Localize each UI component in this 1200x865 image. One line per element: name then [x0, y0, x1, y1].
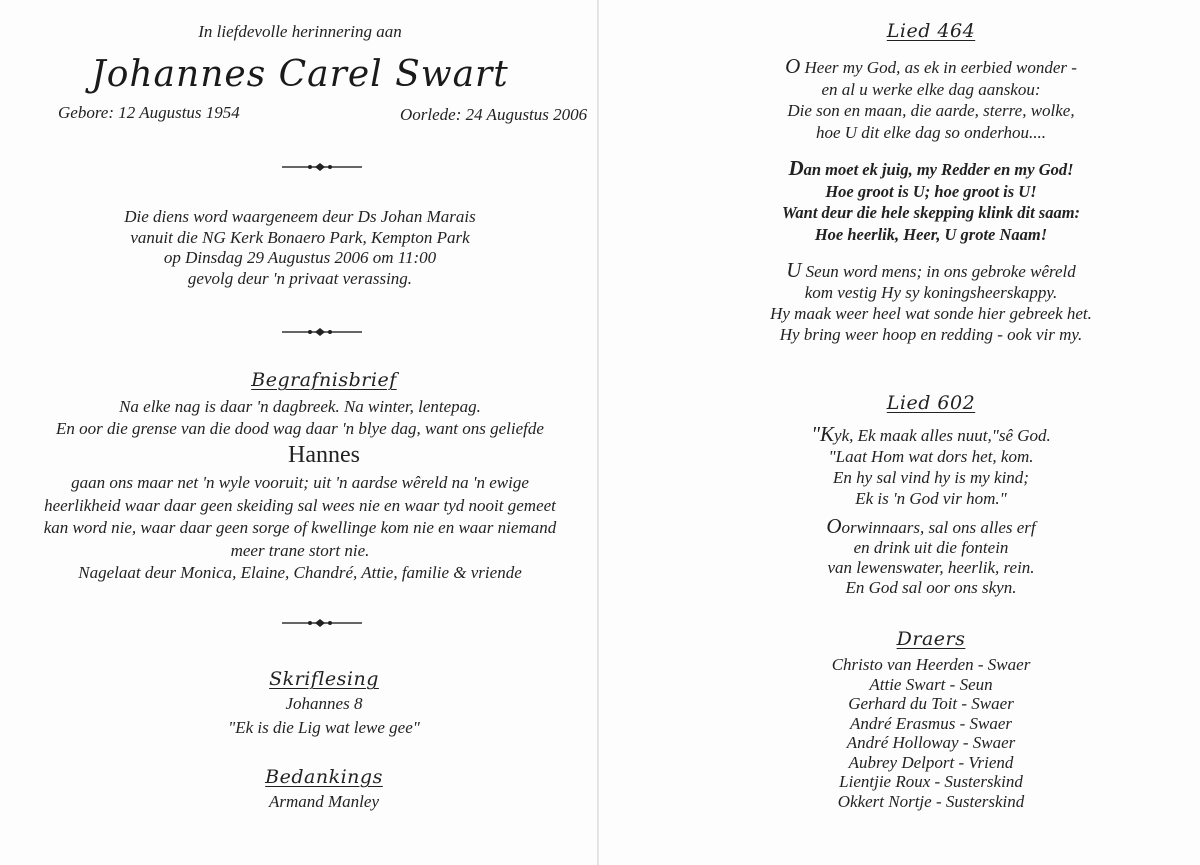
verse-line: "Kyk, Ek maak alles nuut,"sê God.: [811, 422, 1051, 446]
list-item: Okkert Nortje - Susterskind: [837, 791, 1025, 811]
verse-line: Die son en maan, die aarde, sterre, wolke,: [787, 101, 1075, 120]
death-date: Oorlede: 24 Augustus 2006: [400, 105, 588, 124]
hymn-1-verse-1: [600, 56, 1200, 143]
list-item: Gerhard du Toit - Swaer: [848, 694, 1014, 713]
hymn-2-verse-2: [600, 516, 1200, 598]
verse-line: Ek is 'n God vir hom.": [855, 489, 1007, 508]
letter-line: gaan ons maar net 'n wyle vooruit; uit 'n aardse wêreld na 'n ewige: [71, 473, 529, 492]
list-item: Lientjie Roux - Susterskind: [839, 772, 1023, 791]
letter-bottom: [0, 472, 600, 585]
service-line: vanuit die NG Kerk Bonaero Park, Kempton Park: [130, 227, 470, 247]
letter-line: Na elke nag is daar 'n dagbreek. Na winter, lentepag.: [119, 397, 481, 416]
verse-line: Hy bring weer hoop en redding - ook vir my.: [779, 325, 1083, 344]
verse-line: "Laat Hom wat dors het, kom.: [828, 447, 1034, 466]
intro-text: In liefdevolle herinnering aan: [198, 22, 402, 41]
hymn-2-verse-1: [600, 424, 1200, 509]
hymn-1-title: Lied 464: [886, 20, 976, 42]
drop-cap: D: [788, 156, 804, 180]
drop-cap: O: [785, 54, 801, 78]
letter-line: En oor die grense van die dood wag daar 'n blye dag, want ons geliefde: [56, 419, 544, 438]
page-fold: [597, 0, 599, 865]
list-item: Attie Swart - Seun: [869, 674, 993, 694]
verse-line: Oorwinnaars, sal ons alles erf: [826, 514, 1036, 538]
letter-line: meer trane stort nie.: [230, 540, 370, 560]
reading-quote: "Ek is die Lig wat lewe gee": [228, 718, 420, 737]
right-page: [600, 0, 1200, 865]
thanks-heading: Bedankings: [265, 766, 383, 788]
verse-line: hoe U dit elke dag so onderhou....: [815, 122, 1047, 142]
hymn-1-chorus: [600, 158, 1200, 245]
verse-line: En God sal oor ons skyn.: [845, 578, 1017, 597]
verse-line: kom vestig Hy sy koningsheerskappy.: [804, 283, 1058, 302]
verse-line: Hy maak weer heel wat sonde hier gebreek het.: [770, 304, 1092, 323]
ornament-divider: [282, 327, 362, 337]
service-line: op Dinsdag 29 Augustus 2006 om 11:00: [163, 248, 437, 267]
list-item: Christo van Heerden - Swaer: [831, 655, 1031, 674]
hymn-2-title: Lied 602: [886, 392, 976, 414]
hymn-1-verse-2: [600, 260, 1200, 345]
reading-reference: Johannes 8: [285, 694, 363, 713]
drop-cap: U: [786, 258, 802, 282]
verse-line: Dan moet ek juig, my Redder en my God!: [788, 156, 1074, 180]
list-item: Aubrey Delport - Vriend: [848, 752, 1014, 772]
bearers-heading: Draers: [896, 628, 966, 650]
bearers-list: [600, 655, 1200, 811]
verse-line: en drink uit die fontein: [853, 538, 1009, 557]
reading-heading: Skriflesing: [269, 668, 379, 690]
verse-line: Hoe groot is U; hoe groot is U!: [825, 181, 1037, 201]
service-line: Die diens word waargeneem deur Ds Johan Marais: [124, 207, 476, 226]
survivors-line: Nagelaat deur Monica, Elaine, Chandré, Attie, familie & vriende: [78, 563, 522, 582]
verse-line: en al u werke elke dag aanskou:: [821, 79, 1041, 99]
letter-line: kan word nie, waar daar geen sorge of kwellinge kom nie en waar niemand: [43, 518, 557, 537]
letter-line: heerlikheid waar daar geen skeiding sal wees nie en waar tyd nooit gemeet: [44, 495, 556, 515]
ornament-divider: [282, 618, 362, 628]
verse-line: O Heer my God, as ek in eerbied wonder -: [785, 54, 1077, 78]
service-details: [0, 207, 600, 289]
deceased-name: Johannes Carel Swart: [91, 54, 509, 95]
verse-line: En hy sal vind hy is my kind;: [833, 468, 1029, 487]
letter-heading: Begrafnisbrief: [251, 369, 397, 391]
ornament-divider: [282, 162, 362, 172]
list-item: André Erasmus - Swaer: [850, 713, 1012, 733]
letter-name: Hannes: [288, 442, 360, 468]
thanks-name: Armand Manley: [268, 792, 379, 811]
verse-line: van lewenswater, heerlik, rein.: [827, 558, 1035, 577]
list-item: André Holloway - Swaer: [846, 733, 1016, 752]
drop-cap: "K: [811, 422, 835, 446]
letter-top: [0, 396, 600, 440]
birth-date: Gebore: 12 Augustus 1954: [58, 103, 240, 122]
drop-cap: O: [826, 514, 842, 538]
verse-line: U Seun word mens; in ons gebroke wêreld: [786, 258, 1076, 282]
verse-line: Hoe heerlik, Heer, U grote Naam!: [814, 224, 1048, 244]
service-line: gevolg deur 'n privaat verassing.: [187, 268, 413, 288]
verse-line: Want deur die hele skepping klink dit saam:: [781, 203, 1081, 222]
